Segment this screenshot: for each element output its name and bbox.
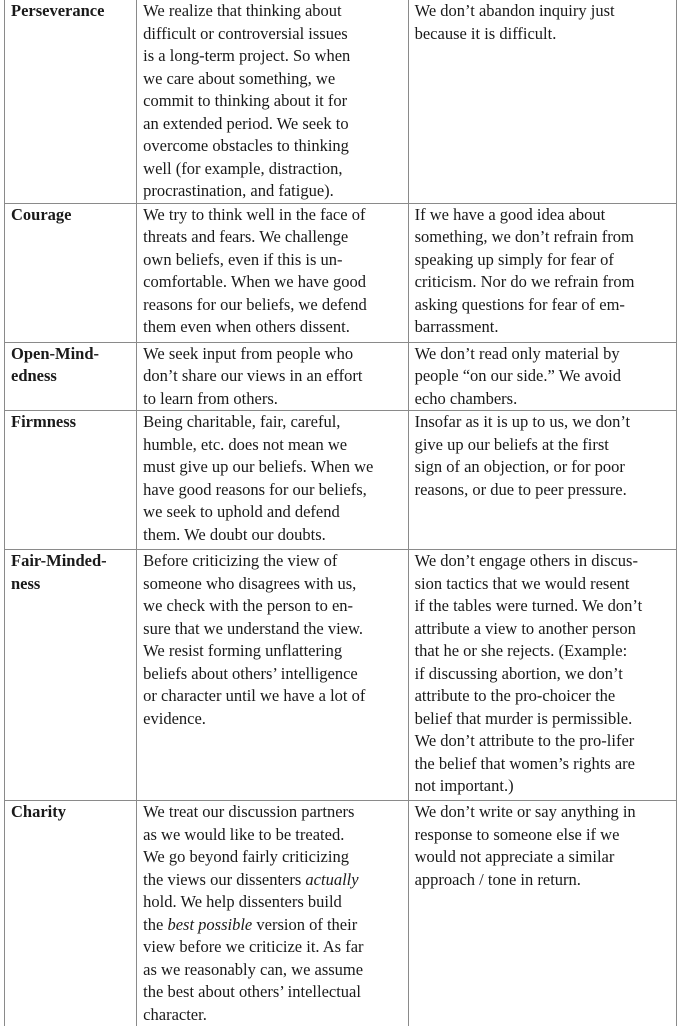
- virtue-name: [11, 204, 132, 227]
- text-line: as we would like to be treated.: [143, 824, 403, 847]
- text-line: Fair-Minded-: [11, 550, 132, 573]
- virtue-description: [143, 550, 403, 730]
- text-line: view before we criticize it. As far: [143, 936, 403, 959]
- text-line: We don’t read only material by: [415, 343, 674, 366]
- text-segment: the: [143, 915, 167, 934]
- virtue-example: [415, 801, 674, 891]
- text-line: well (for example, distraction,: [143, 158, 403, 181]
- text-line: to learn from others.: [143, 388, 403, 411]
- text-line: [143, 914, 403, 937]
- text-line: We treat our discussion partners: [143, 801, 403, 824]
- text-line: comfortable. When we have good: [143, 271, 403, 294]
- virtue-example: [415, 0, 674, 45]
- text-segment: the views our dissenters: [143, 870, 305, 889]
- description-cell: [137, 550, 408, 801]
- table-row-charity: [5, 801, 677, 1026]
- text-line: We seek input from people who: [143, 343, 403, 366]
- text-line: them even when others dissent.: [143, 316, 403, 339]
- text-line: Before criticizing the view of: [143, 550, 403, 573]
- table-row-fair-mindedness: [5, 550, 677, 801]
- virtue-example: [415, 411, 674, 501]
- text-line: someone who disagrees with us,: [143, 573, 403, 596]
- text-line: approach / tone in return.: [415, 869, 674, 892]
- example-cell: [408, 801, 676, 1026]
- text-line: Charity: [11, 801, 132, 824]
- text-line: sion tactics that we would resent: [415, 573, 674, 596]
- text-line: own beliefs, even if this is un-: [143, 249, 403, 272]
- text-line: criticism. Nor do we refrain from: [415, 271, 674, 294]
- text-line: we check with the person to en-: [143, 595, 403, 618]
- virtue-example: [415, 550, 674, 798]
- table-row-perseverance: [5, 0, 677, 203]
- example-cell: [408, 550, 676, 801]
- virtue-description: [143, 204, 403, 339]
- virtue-description: [143, 343, 403, 411]
- example-cell: [408, 0, 676, 203]
- text-line: them. We doubt our doubts.: [143, 524, 403, 547]
- virtue-name-cell: [5, 550, 137, 801]
- text-line: we care about something, we: [143, 68, 403, 91]
- text-line: edness: [11, 365, 132, 388]
- text-line: belief that murder is permissible.: [415, 708, 674, 731]
- text-line: We realize that thinking about: [143, 0, 403, 23]
- italic-text: best possible: [167, 915, 252, 934]
- virtue-name: [11, 411, 132, 434]
- text-line: If we have a good idea about: [415, 204, 674, 227]
- virtue-name-cell: [5, 411, 137, 550]
- virtue-description: [143, 801, 403, 1026]
- text-segment: version of their: [252, 915, 357, 934]
- text-line: as we reasonably can, we assume: [143, 959, 403, 982]
- text-line: the belief that women’s rights are: [415, 753, 674, 776]
- description-cell: [137, 0, 408, 203]
- text-line: Open-Mind-: [11, 343, 132, 366]
- virtue-example: [415, 204, 674, 339]
- virtue-name-cell: [5, 0, 137, 203]
- table-row-firmness: [5, 411, 677, 550]
- text-line: Insofar as it is up to us, we don’t: [415, 411, 674, 434]
- text-line: sure that we understand the view.: [143, 618, 403, 641]
- virtues-table: [4, 0, 677, 1026]
- text-line: Courage: [11, 204, 132, 227]
- virtue-name-cell: [5, 203, 137, 342]
- text-line: commit to thinking about it for: [143, 90, 403, 113]
- text-line: don’t share our views in an effort: [143, 365, 403, 388]
- text-line: or character until we have a lot of: [143, 685, 403, 708]
- text-line: character.: [143, 1004, 403, 1026]
- example-cell: [408, 203, 676, 342]
- text-line: ness: [11, 573, 132, 596]
- text-line: We don’t abandon inquiry just: [415, 0, 674, 23]
- text-line: We don’t engage others in discus-: [415, 550, 674, 573]
- virtue-name: [11, 550, 132, 595]
- text-line: Firmness: [11, 411, 132, 434]
- text-line: Being charitable, fair, careful,: [143, 411, 403, 434]
- example-cell: [408, 411, 676, 550]
- text-line: asking questions for fear of em-: [415, 294, 674, 317]
- text-line: the best about others’ intellectual: [143, 981, 403, 1004]
- text-line: not important.): [415, 775, 674, 798]
- text-line: [143, 869, 403, 892]
- virtue-description: [143, 411, 403, 546]
- text-line: we seek to uphold and defend: [143, 501, 403, 524]
- text-line: an extended period. We seek to: [143, 113, 403, 136]
- text-line: We try to think well in the face of: [143, 204, 403, 227]
- text-line: We go beyond fairly criticizing: [143, 846, 403, 869]
- virtue-example: [415, 343, 674, 411]
- text-line: threats and fears. We challenge: [143, 226, 403, 249]
- text-line: if discussing abortion, we don’t: [415, 663, 674, 686]
- text-line: something, we don’t refrain from: [415, 226, 674, 249]
- virtue-name: [11, 0, 132, 23]
- text-line: would not appreciate a similar: [415, 846, 674, 869]
- text-line: echo chambers.: [415, 388, 674, 411]
- table-row-courage: [5, 203, 677, 342]
- text-line: attribute a view to another person: [415, 618, 674, 641]
- text-line: give up our beliefs at the first: [415, 434, 674, 457]
- example-cell: [408, 342, 676, 411]
- text-line: response to someone else if we: [415, 824, 674, 847]
- description-cell: [137, 801, 408, 1026]
- text-line: difficult or controversial issues: [143, 23, 403, 46]
- text-line: attribute to the pro-choicer the: [415, 685, 674, 708]
- text-line: We don’t write or say anything in: [415, 801, 674, 824]
- virtue-description: [143, 0, 403, 203]
- text-line: humble, etc. does not mean we: [143, 434, 403, 457]
- text-line: We don’t attribute to the pro-lifer: [415, 730, 674, 753]
- text-line: overcome obstacles to thinking: [143, 135, 403, 158]
- virtue-name-cell: [5, 342, 137, 411]
- text-line: speaking up simply for fear of: [415, 249, 674, 272]
- description-cell: [137, 203, 408, 342]
- text-line: is a long-term project. So when: [143, 45, 403, 68]
- text-line: have good reasons for our beliefs,: [143, 479, 403, 502]
- text-line: must give up our beliefs. When we: [143, 456, 403, 479]
- text-line: Perseverance: [11, 0, 132, 23]
- italic-text: actually: [305, 870, 358, 889]
- text-line: because it is difficult.: [415, 23, 674, 46]
- virtue-name-cell: [5, 801, 137, 1026]
- text-line: We resist forming unflattering: [143, 640, 403, 663]
- text-line: that he or she rejects. (Example:: [415, 640, 674, 663]
- text-line: beliefs about others’ intelligence: [143, 663, 403, 686]
- description-cell: [137, 342, 408, 411]
- virtue-name: [11, 801, 132, 824]
- virtue-name: [11, 343, 132, 388]
- text-line: sign of an objection, or for poor: [415, 456, 674, 479]
- text-line: reasons, or due to peer pressure.: [415, 479, 674, 502]
- text-line: evidence.: [143, 708, 403, 731]
- text-line: people “on our side.” We avoid: [415, 365, 674, 388]
- text-line: if the tables were turned. We don’t: [415, 595, 674, 618]
- table-row-open-mindedness: [5, 342, 677, 411]
- text-line: reasons for our beliefs, we defend: [143, 294, 403, 317]
- text-line: procrastination, and fatigue).: [143, 180, 403, 203]
- description-cell: [137, 411, 408, 550]
- text-line: barrassment.: [415, 316, 674, 339]
- text-line: hold. We help dissenters build: [143, 891, 403, 914]
